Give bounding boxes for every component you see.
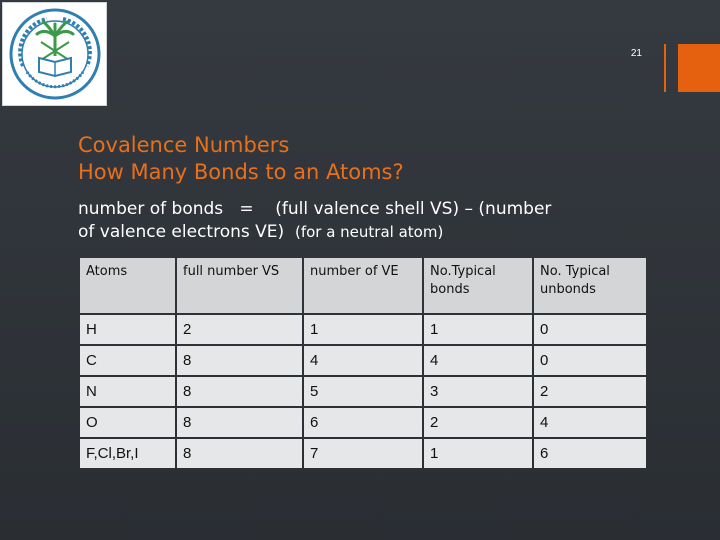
header-ve: number of VE (304, 258, 422, 313)
formula-line-2 (78, 221, 638, 244)
cell-bonds: 4 (424, 346, 532, 375)
cell-atom: F,Cl,Br,I (80, 439, 175, 468)
cell-vs: 2 (177, 315, 302, 344)
covalence-table (78, 256, 648, 470)
cell-vs: 8 (177, 408, 302, 437)
accent-block (678, 44, 720, 92)
slide-title (78, 132, 404, 186)
header-typical-unbonds: No. Typical unbonds (534, 258, 646, 313)
cell-ve: 6 (304, 408, 422, 437)
table-row (80, 408, 646, 437)
formula-line-1: number of bonds = (full valence shell VS) – (number (78, 199, 552, 219)
cell-unbonds: 6 (534, 439, 646, 468)
header-typical-bonds: No.Typical bonds (424, 258, 532, 313)
cell-ve: 7 (304, 439, 422, 468)
table-row (80, 315, 646, 344)
cell-vs: 8 (177, 439, 302, 468)
table-row (80, 439, 646, 468)
cell-bonds: 1 (424, 315, 532, 344)
table-row (80, 377, 646, 406)
cell-ve: 5 (304, 377, 422, 406)
cell-atom: N (80, 377, 175, 406)
table-header-row (80, 258, 646, 313)
cell-bonds: 2 (424, 408, 532, 437)
cell-unbonds: 2 (534, 377, 646, 406)
formula-line-2-main: of valence electrons VE) (78, 222, 285, 242)
formula-text (78, 198, 638, 244)
header-full-vs: full number VS (177, 258, 302, 313)
table-row (80, 346, 646, 375)
accent-bar (664, 44, 666, 92)
title-line-1: Covalence Numbers (78, 133, 290, 157)
cell-atom: H (80, 315, 175, 344)
cell-bonds: 1 (424, 439, 532, 468)
cell-unbonds: 0 (534, 346, 646, 375)
cell-ve: 1 (304, 315, 422, 344)
formula-note: (for a neutral atom) (294, 223, 444, 241)
cell-vs: 8 (177, 346, 302, 375)
university-seal-icon (7, 6, 103, 102)
cell-atom: O (80, 408, 175, 437)
cell-atom: C (80, 346, 175, 375)
page-number: 21 (630, 48, 642, 59)
cell-bonds: 3 (424, 377, 532, 406)
header-atoms: Atoms (80, 258, 175, 313)
title-line-2: How Many Bonds to an Atoms? (78, 160, 404, 184)
cell-unbonds: 4 (534, 408, 646, 437)
cell-unbonds: 0 (534, 315, 646, 344)
cell-ve: 4 (304, 346, 422, 375)
university-logo (2, 2, 107, 106)
cell-vs: 8 (177, 377, 302, 406)
